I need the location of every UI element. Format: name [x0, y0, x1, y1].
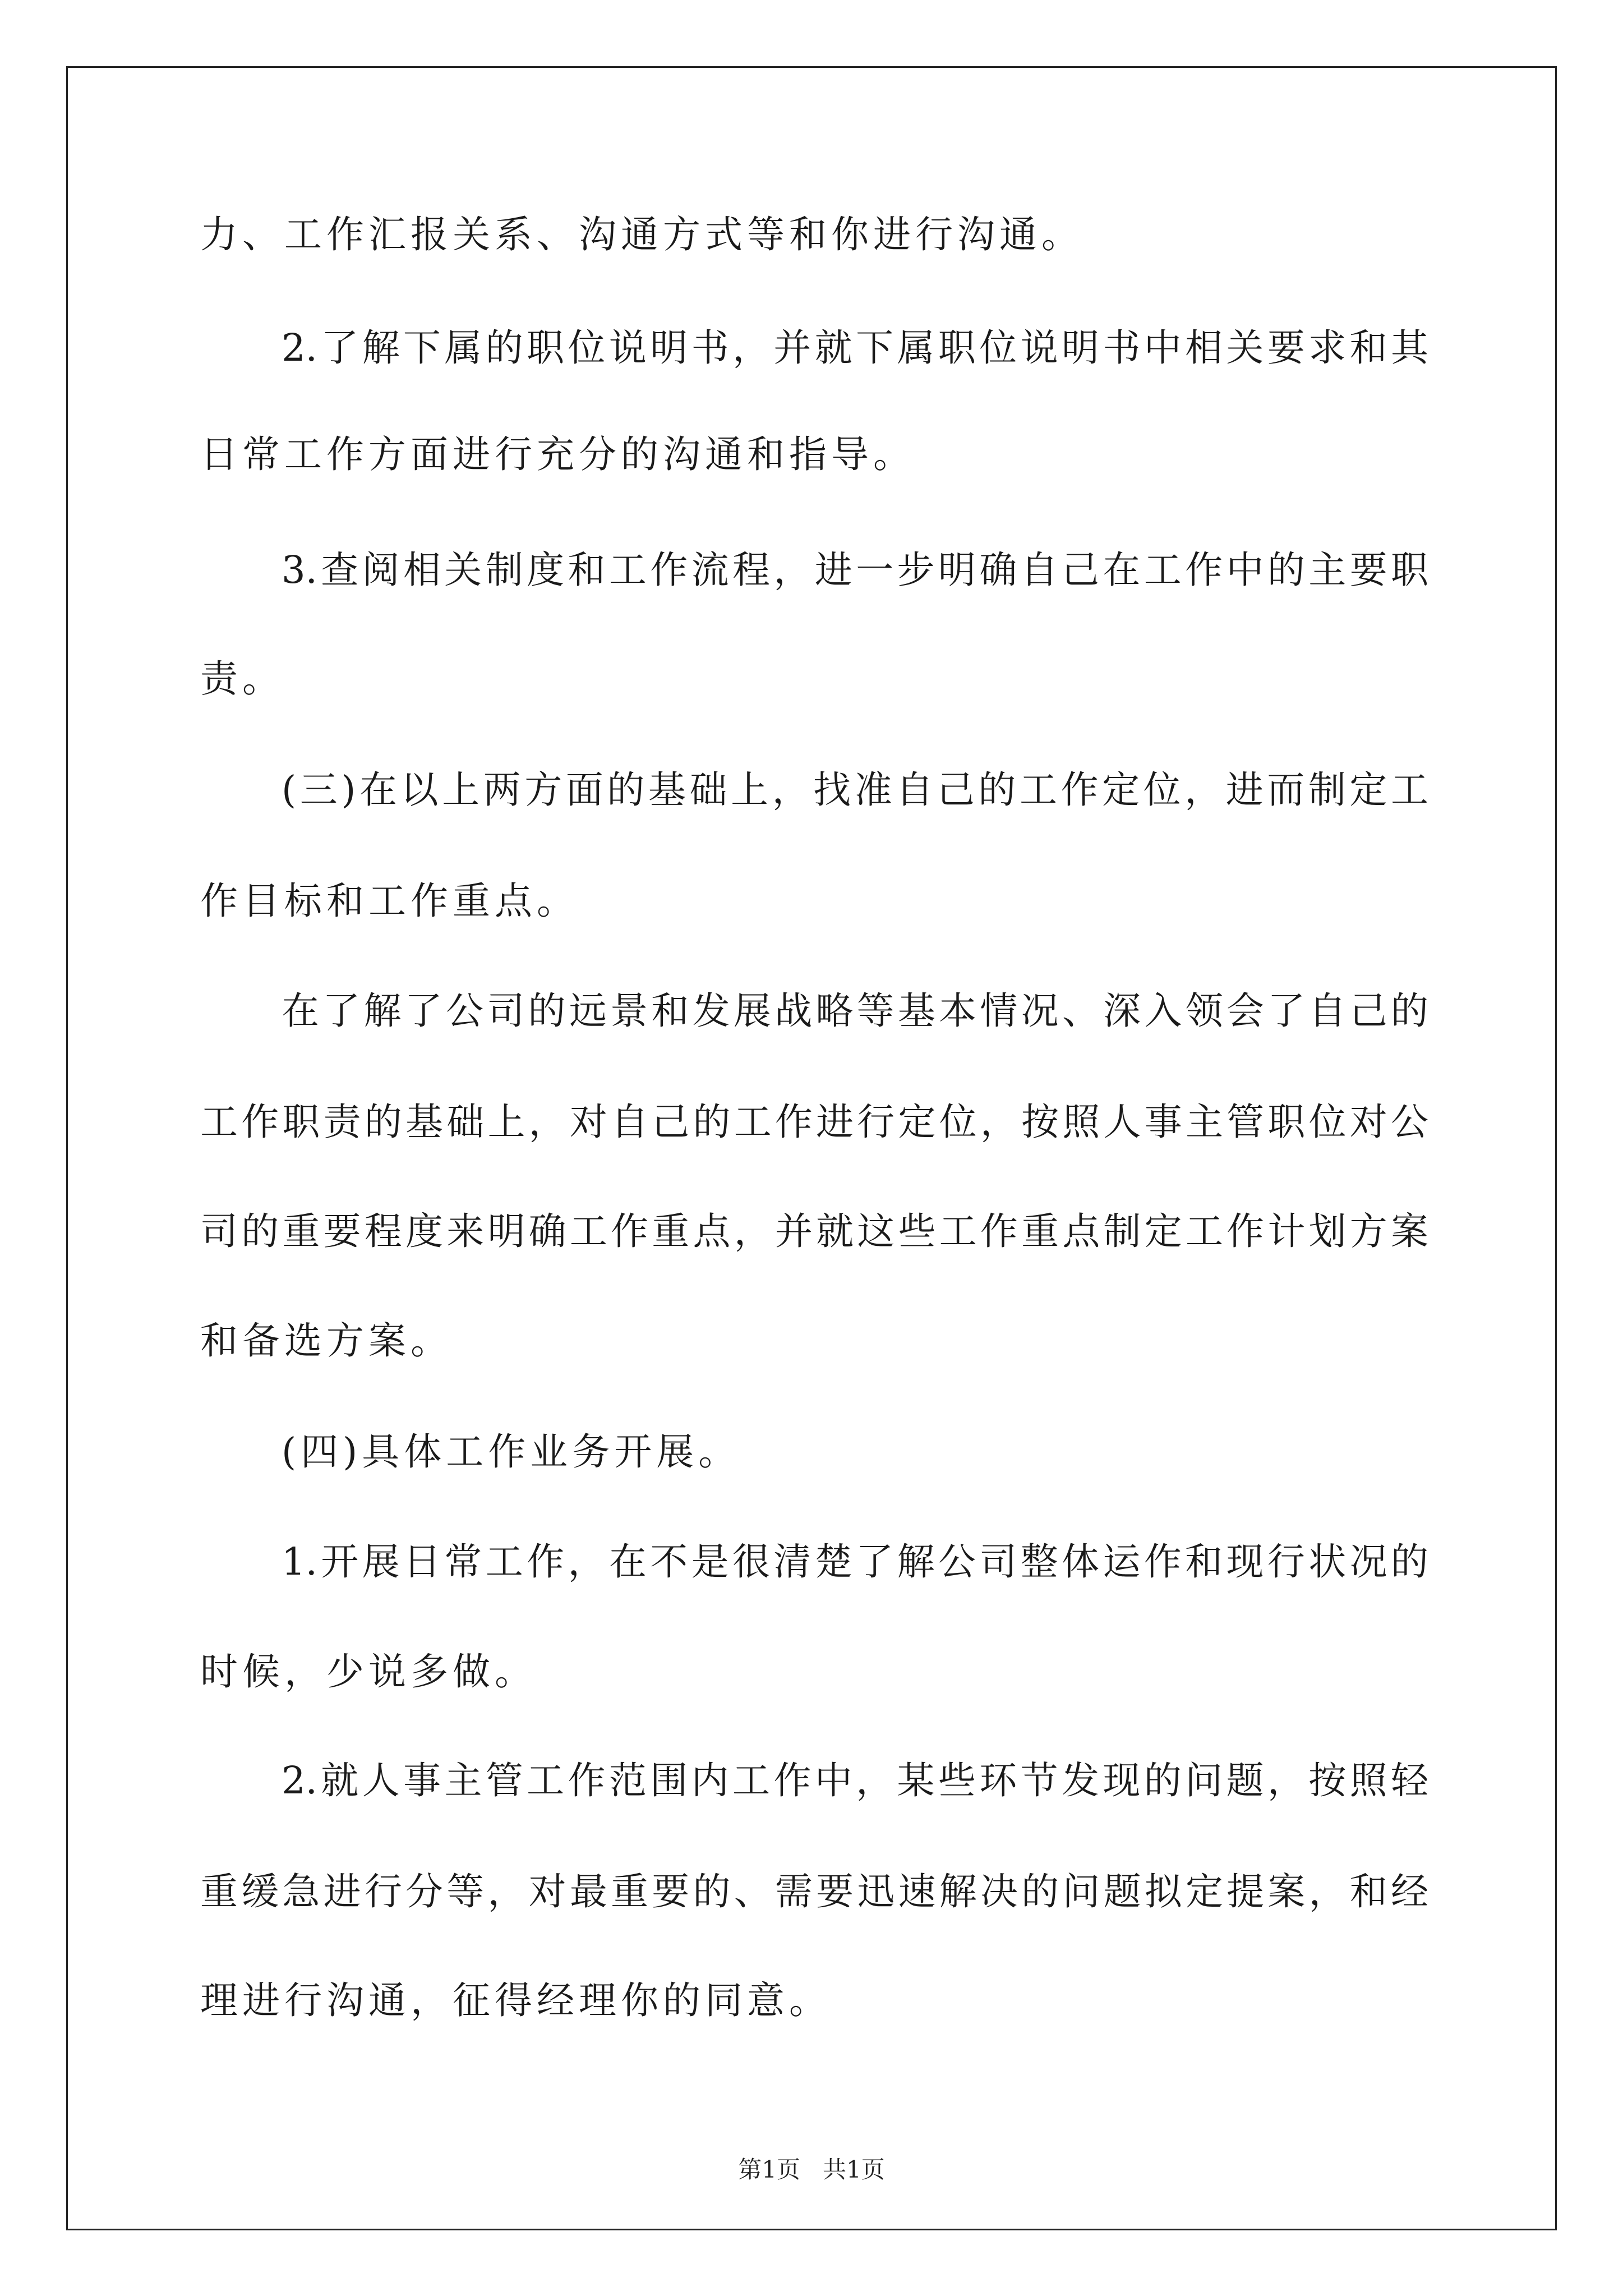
- text-line: 作目标和工作重点。: [200, 879, 579, 923]
- text-line: 力、工作汇报关系、沟通方式等和你进行沟通。: [200, 213, 1083, 256]
- text-line: 1.开展日常工作，在不是很清楚了解公司整体运作和现行状况的: [282, 1540, 1428, 1584]
- text-line: 3.查阅相关制度和工作流程，进一步明确自己在工作中的主要职: [282, 548, 1428, 592]
- text-line: 日常工作方面进行充分的沟通和指导。: [200, 432, 915, 476]
- text-line: 2.就人事主管工作范围内工作中，某些环节发现的问题，按照轻: [282, 1759, 1428, 1802]
- text-line: 司的重要程度来明确工作重点，并就这些工作重点制定工作计划方案: [200, 1209, 1428, 1253]
- text-line: 在了解了公司的远景和发展战略等基本情况、深入领会了自己的: [282, 989, 1428, 1033]
- text-line: 和备选方案。: [200, 1319, 453, 1363]
- text-line: 理进行沟通，征得经理你的同意。: [200, 1978, 831, 2022]
- page-number: 第1页: [738, 2156, 800, 2183]
- text-line: 时候，少说多做。: [200, 1650, 537, 1694]
- page-total: 共1页: [823, 2156, 885, 2183]
- text-line: 重缓急进行分等，对最重要的、需要迅速解决的问题拟定提案，和经: [200, 1870, 1428, 1913]
- text-line: 责。: [200, 657, 284, 701]
- text-line: (三)在以上两方面的基础上，找准自己的工作定位，进而制定工: [282, 768, 1428, 812]
- text-line: 工作职责的基础上，对自己的工作进行定位，按照人事主管职位对公: [200, 1100, 1428, 1144]
- text-line: (四)具体工作业务开展。: [282, 1430, 741, 1474]
- text-line: 2.了解下属的职位说明书，并就下属职位说明书中相关要求和其: [282, 326, 1428, 370]
- page-footer: [0, 2153, 1623, 2187]
